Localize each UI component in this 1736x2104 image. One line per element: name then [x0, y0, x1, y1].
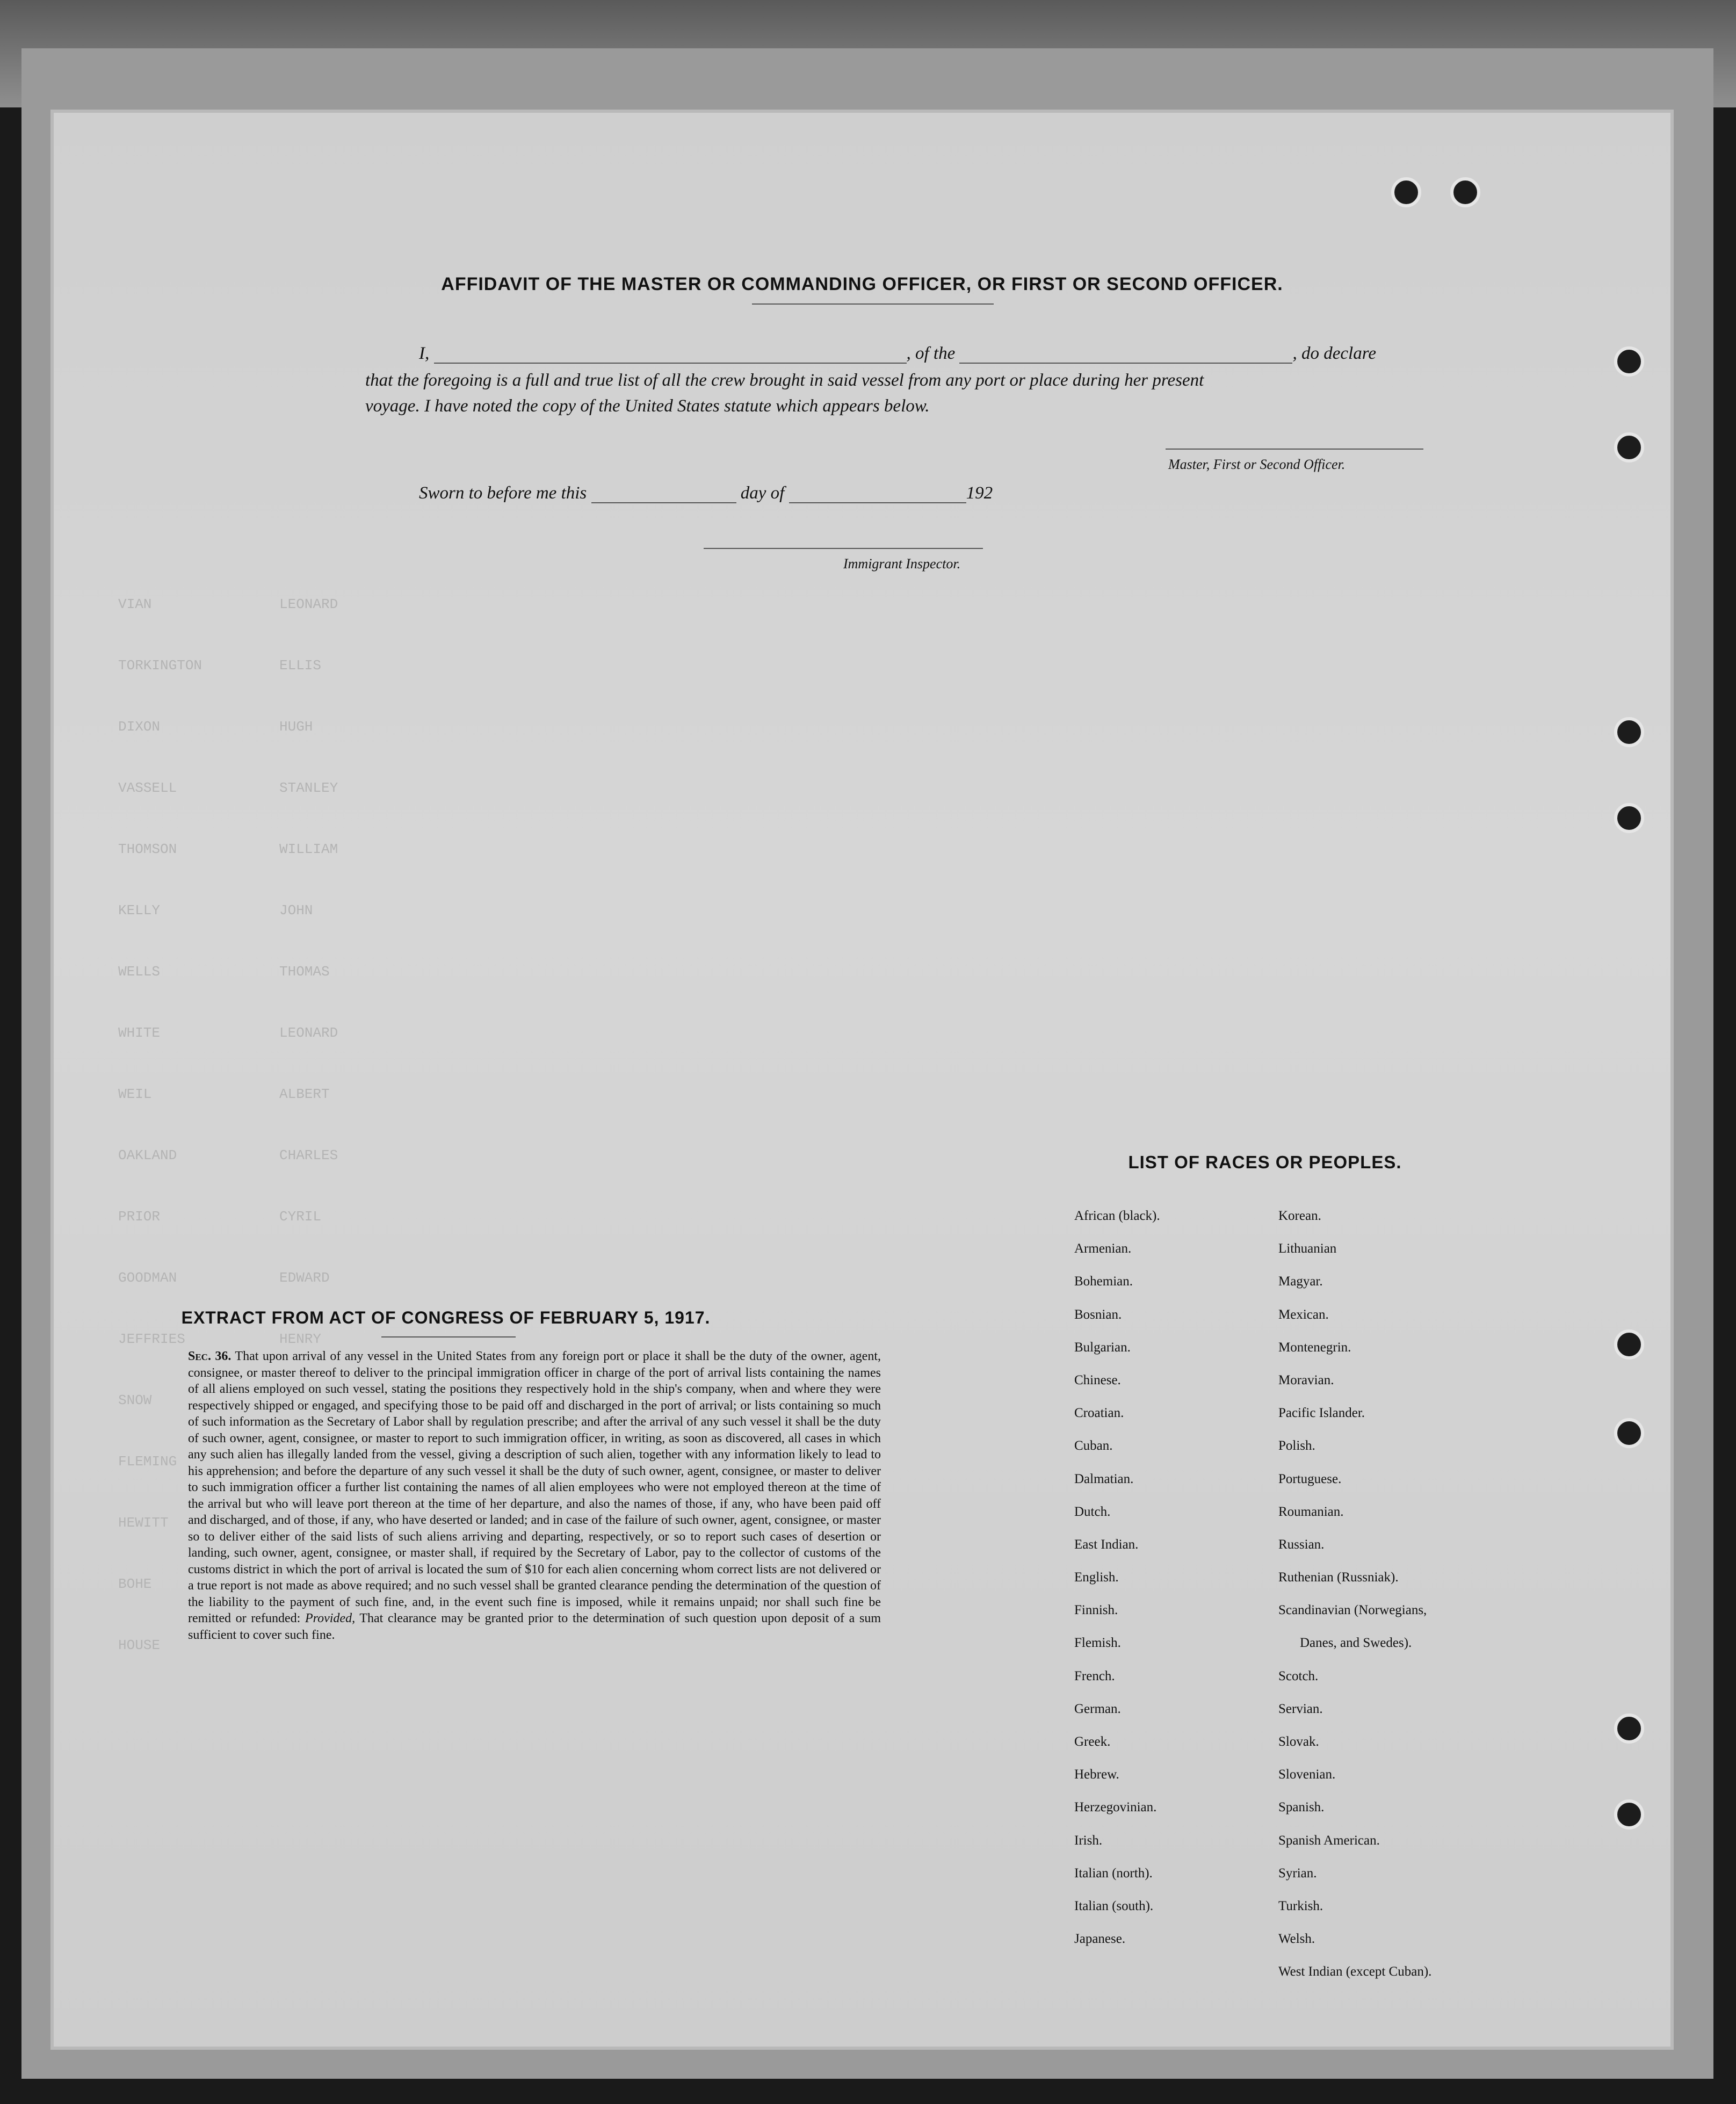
bleed-through-surname: WELLS: [118, 964, 161, 980]
bleed-through-given-name: HENRY: [279, 1331, 322, 1347]
signature-label: Master, First or Second Officer.: [1168, 457, 1346, 472]
race-item: East Indian.: [1074, 1537, 1139, 1552]
affidavit-of-the: , of the: [906, 344, 956, 363]
signature-line: [1166, 449, 1423, 450]
race-item: Hebrew.: [1074, 1767, 1119, 1782]
race-item: Bohemian.: [1074, 1274, 1133, 1289]
bleed-through-given-name: THOMAS: [279, 964, 330, 980]
race-item: Bosnian.: [1074, 1307, 1122, 1322]
races-title: LIST OF RACES OR PEOPLES.: [1128, 1152, 1402, 1172]
binder-hole-icon: [1614, 346, 1644, 377]
race-item: African (black).: [1074, 1209, 1160, 1223]
bleed-through-surname: JEFFRIES: [118, 1331, 185, 1347]
sworn-prefix: Sworn to before me this: [419, 483, 587, 503]
bleed-through-given-name: CYRIL: [279, 1209, 322, 1225]
race-item: Greek.: [1074, 1734, 1111, 1749]
bleed-through-given-name: EDWARD: [279, 1270, 330, 1286]
bleed-through-surname: PRIOR: [118, 1209, 161, 1225]
bleed-through-given-name: ALBERT: [279, 1086, 330, 1102]
binder-hole-icon: [1614, 803, 1644, 833]
binder-hole-icon: [1614, 432, 1644, 462]
bleed-through-surname: KELLY: [118, 902, 161, 919]
race-item: Spanish.: [1278, 1800, 1325, 1815]
race-item: Spanish American.: [1278, 1833, 1380, 1848]
statute-body: That upon arrival of any vessel in the United States from any foreign port or place it shall be the duty of the owner, agent, consignee, or master thereof to deliver to the principal immigration officer in charge of the port of arrival lists containing the names of all aliens employed on such vessel, stating the positions they respectively hold in the ship's company, when and where they were respectively shipped or engaged, and specifying those to be paid off and discharged in the port of arrival; or lists containing so much of such information as the Secretary of Labor shall by regulation prescribe; and after the arrival of any such vessel it shall be the duty of such owner, agent, consignee, or master to report to such immigration officer, in writing, as soon as discovered, all cases in which any such alien has illegally landed from the vessel, giving a description of such alien, together with any information likely to lead to his apprehension; and before the departure of any such vessel it shall be the duty of such owner, agent, consignee, or master to deliver to such immigration officer a further list containing the names of all alien employees who were not employed thereon at the time of the arrival but who will leave port thereon at the time of her departure, and also the names of those, if any, who have been paid off and discharged, and of those, if any, who have deserted or landed; and in case of the failure of such owner, agent, consignee, or master so to deliver either of the said lists of such aliens arriving and departing, respectively, or so to report such cases of desertion or landing, such owner, agent, consignee, or master shall, if required by the Secretary of Labor, pay to the collector of customs of the customs district in which the port of arrival is located the sum of $10 for each alien concerning whom correct lists are not delivered or a true report is not made as above required; and no such vessel shall be granted clearance pending the determination of the question of the liability to the payment of such fine, and, in the event such fine is imposed, while it remains unpaid; nor shall such fine be remitted or refunded:: [188, 1349, 881, 1625]
race-item: Portuguese.: [1278, 1471, 1342, 1486]
inspector-signature-line: [704, 548, 983, 549]
race-item: Bulgarian.: [1074, 1340, 1131, 1355]
bleed-through-surname: OAKLAND: [118, 1147, 177, 1163]
bleed-through-surname: HEWITT: [118, 1515, 169, 1531]
bleed-through-given-name: LEONARD: [279, 596, 338, 612]
race-item: Chinese.: [1074, 1372, 1121, 1387]
sworn-day-of: day of: [740, 483, 785, 503]
race-item: Danes, and Swedes).: [1300, 1636, 1412, 1651]
sworn-day-blank[interactable]: [591, 502, 736, 503]
bleed-through-surname: WEIL: [118, 1086, 152, 1102]
affidavit-declare: , do declare: [1292, 344, 1376, 363]
binder-hole-icon: [1614, 1329, 1644, 1360]
bleed-through-surname: VIAN: [118, 596, 152, 612]
bleed-through-given-name: WILLIAM: [279, 841, 338, 857]
bleed-through-given-name: LEONARD: [279, 1025, 338, 1041]
race-item: Servian.: [1278, 1701, 1323, 1716]
race-item: Moravian.: [1278, 1372, 1334, 1387]
race-item: Korean.: [1278, 1209, 1321, 1223]
statute-text: [188, 1348, 881, 1643]
extract-underline: [381, 1336, 516, 1337]
affidavit-title: AFFIDAVIT OF THE MASTER OR COMMANDING OFFICER, OR FIRST OR SECOND OFFICER.: [441, 274, 1283, 294]
race-item: Dutch.: [1074, 1504, 1111, 1519]
bleed-through-surname: FLEMING: [118, 1454, 177, 1470]
race-item: Armenian.: [1074, 1241, 1132, 1256]
binder-hole-icon: [1391, 177, 1421, 207]
inspector-label: Immigrant Inspector.: [843, 556, 961, 572]
title-underline: [752, 303, 994, 305]
race-item: Ruthenian (Russniak).: [1278, 1570, 1399, 1585]
bleed-through-surname: THOMSON: [118, 841, 177, 857]
race-item: Scandinavian (Norwegians,: [1278, 1603, 1427, 1618]
race-item: Montenegrin.: [1278, 1340, 1351, 1355]
proviso-text: That clearance may be granted prior to the determination of such question upon deposit of a sum sufficient to cover such fine.: [188, 1611, 881, 1642]
race-item: Turkish.: [1278, 1898, 1323, 1913]
section-label: Sec. 36.: [188, 1349, 232, 1363]
extract-title: EXTRACT FROM ACT OF CONGRESS OF FEBRUARY 5, 1917.: [181, 1308, 711, 1327]
bleed-through-given-name: ELLIS: [279, 657, 322, 674]
binder-hole-icon: [1450, 177, 1480, 207]
race-item: Welsh.: [1278, 1932, 1315, 1947]
races-right-column: [1278, 1209, 1431, 1998]
bleed-through-surname: WHITE: [118, 1025, 161, 1041]
affidavit-line-2: that the foregoing is a full and true list of all the crew brought in said vessel from any port or place during her present: [365, 371, 1204, 390]
bleed-through-surname: SNOW: [118, 1392, 152, 1408]
bleed-through-surname: BOHE: [118, 1576, 152, 1592]
race-item: Lithuanian: [1278, 1241, 1337, 1256]
race-item: French.: [1074, 1668, 1115, 1683]
sworn-year: 192: [966, 483, 993, 503]
race-item: Roumanian.: [1278, 1504, 1344, 1519]
bleed-through-surname: GOODMAN: [118, 1270, 177, 1286]
race-item: Polish.: [1278, 1438, 1315, 1454]
bleed-through-surname: TORKINGTON: [118, 657, 202, 674]
race-item: German.: [1074, 1701, 1121, 1716]
officer-name-blank[interactable]: [434, 363, 907, 364]
race-item: Croatian.: [1074, 1406, 1124, 1421]
proviso-label: Provided,: [305, 1611, 356, 1625]
affidavit-line-3: voyage. I have noted the copy of the United States statute which appears below.: [365, 396, 930, 416]
race-item: Mexican.: [1278, 1307, 1329, 1322]
race-item: Finnish.: [1074, 1603, 1118, 1618]
race-item: Slovenian.: [1278, 1767, 1336, 1782]
bleed-through-surname: VASSELL: [118, 780, 177, 796]
race-item: Italian (south).: [1074, 1898, 1154, 1913]
race-item: Japanese.: [1074, 1932, 1126, 1947]
race-item: Pacific Islander.: [1278, 1406, 1365, 1421]
bleed-through-given-name: JOHN: [279, 902, 313, 919]
binder-hole-icon: [1614, 1713, 1644, 1744]
affidavit-line-1: [419, 344, 1376, 364]
binder-hole-icon: [1614, 1799, 1644, 1830]
bleed-through-surname: DIXON: [118, 719, 161, 735]
bleed-through-given-name: CHARLES: [279, 1147, 338, 1163]
race-item: Magyar.: [1278, 1274, 1323, 1289]
race-item: Herzegovinian.: [1074, 1800, 1157, 1815]
binder-hole-icon: [1614, 717, 1644, 747]
race-item: Russian.: [1278, 1537, 1325, 1552]
bleed-through-surname: HOUSE: [118, 1637, 161, 1653]
bleed-through-given-name: STANLEY: [279, 780, 338, 796]
race-item: English.: [1074, 1570, 1119, 1585]
race-item: Scotch.: [1278, 1668, 1319, 1683]
race-item: Irish.: [1074, 1833, 1103, 1848]
binder-hole-icon: [1614, 1418, 1644, 1448]
races-left-column: [1074, 1209, 1160, 1964]
race-item: Dalmatian.: [1074, 1471, 1134, 1486]
race-item: Italian (north).: [1074, 1866, 1153, 1881]
vessel-name-blank[interactable]: [959, 363, 1292, 364]
race-item: West Indian (except Cuban).: [1278, 1964, 1432, 1979]
sworn-line: [419, 483, 993, 503]
bleed-through-given-name: HUGH: [279, 719, 313, 735]
race-item: Cuban.: [1074, 1438, 1113, 1454]
manifest-back-page: [54, 113, 1670, 2047]
race-item: Flemish.: [1074, 1636, 1121, 1651]
race-item: Syrian.: [1278, 1866, 1317, 1881]
race-item: Slovak.: [1278, 1734, 1319, 1749]
affidavit-i: I,: [419, 344, 430, 363]
sworn-month-blank[interactable]: [789, 502, 966, 503]
